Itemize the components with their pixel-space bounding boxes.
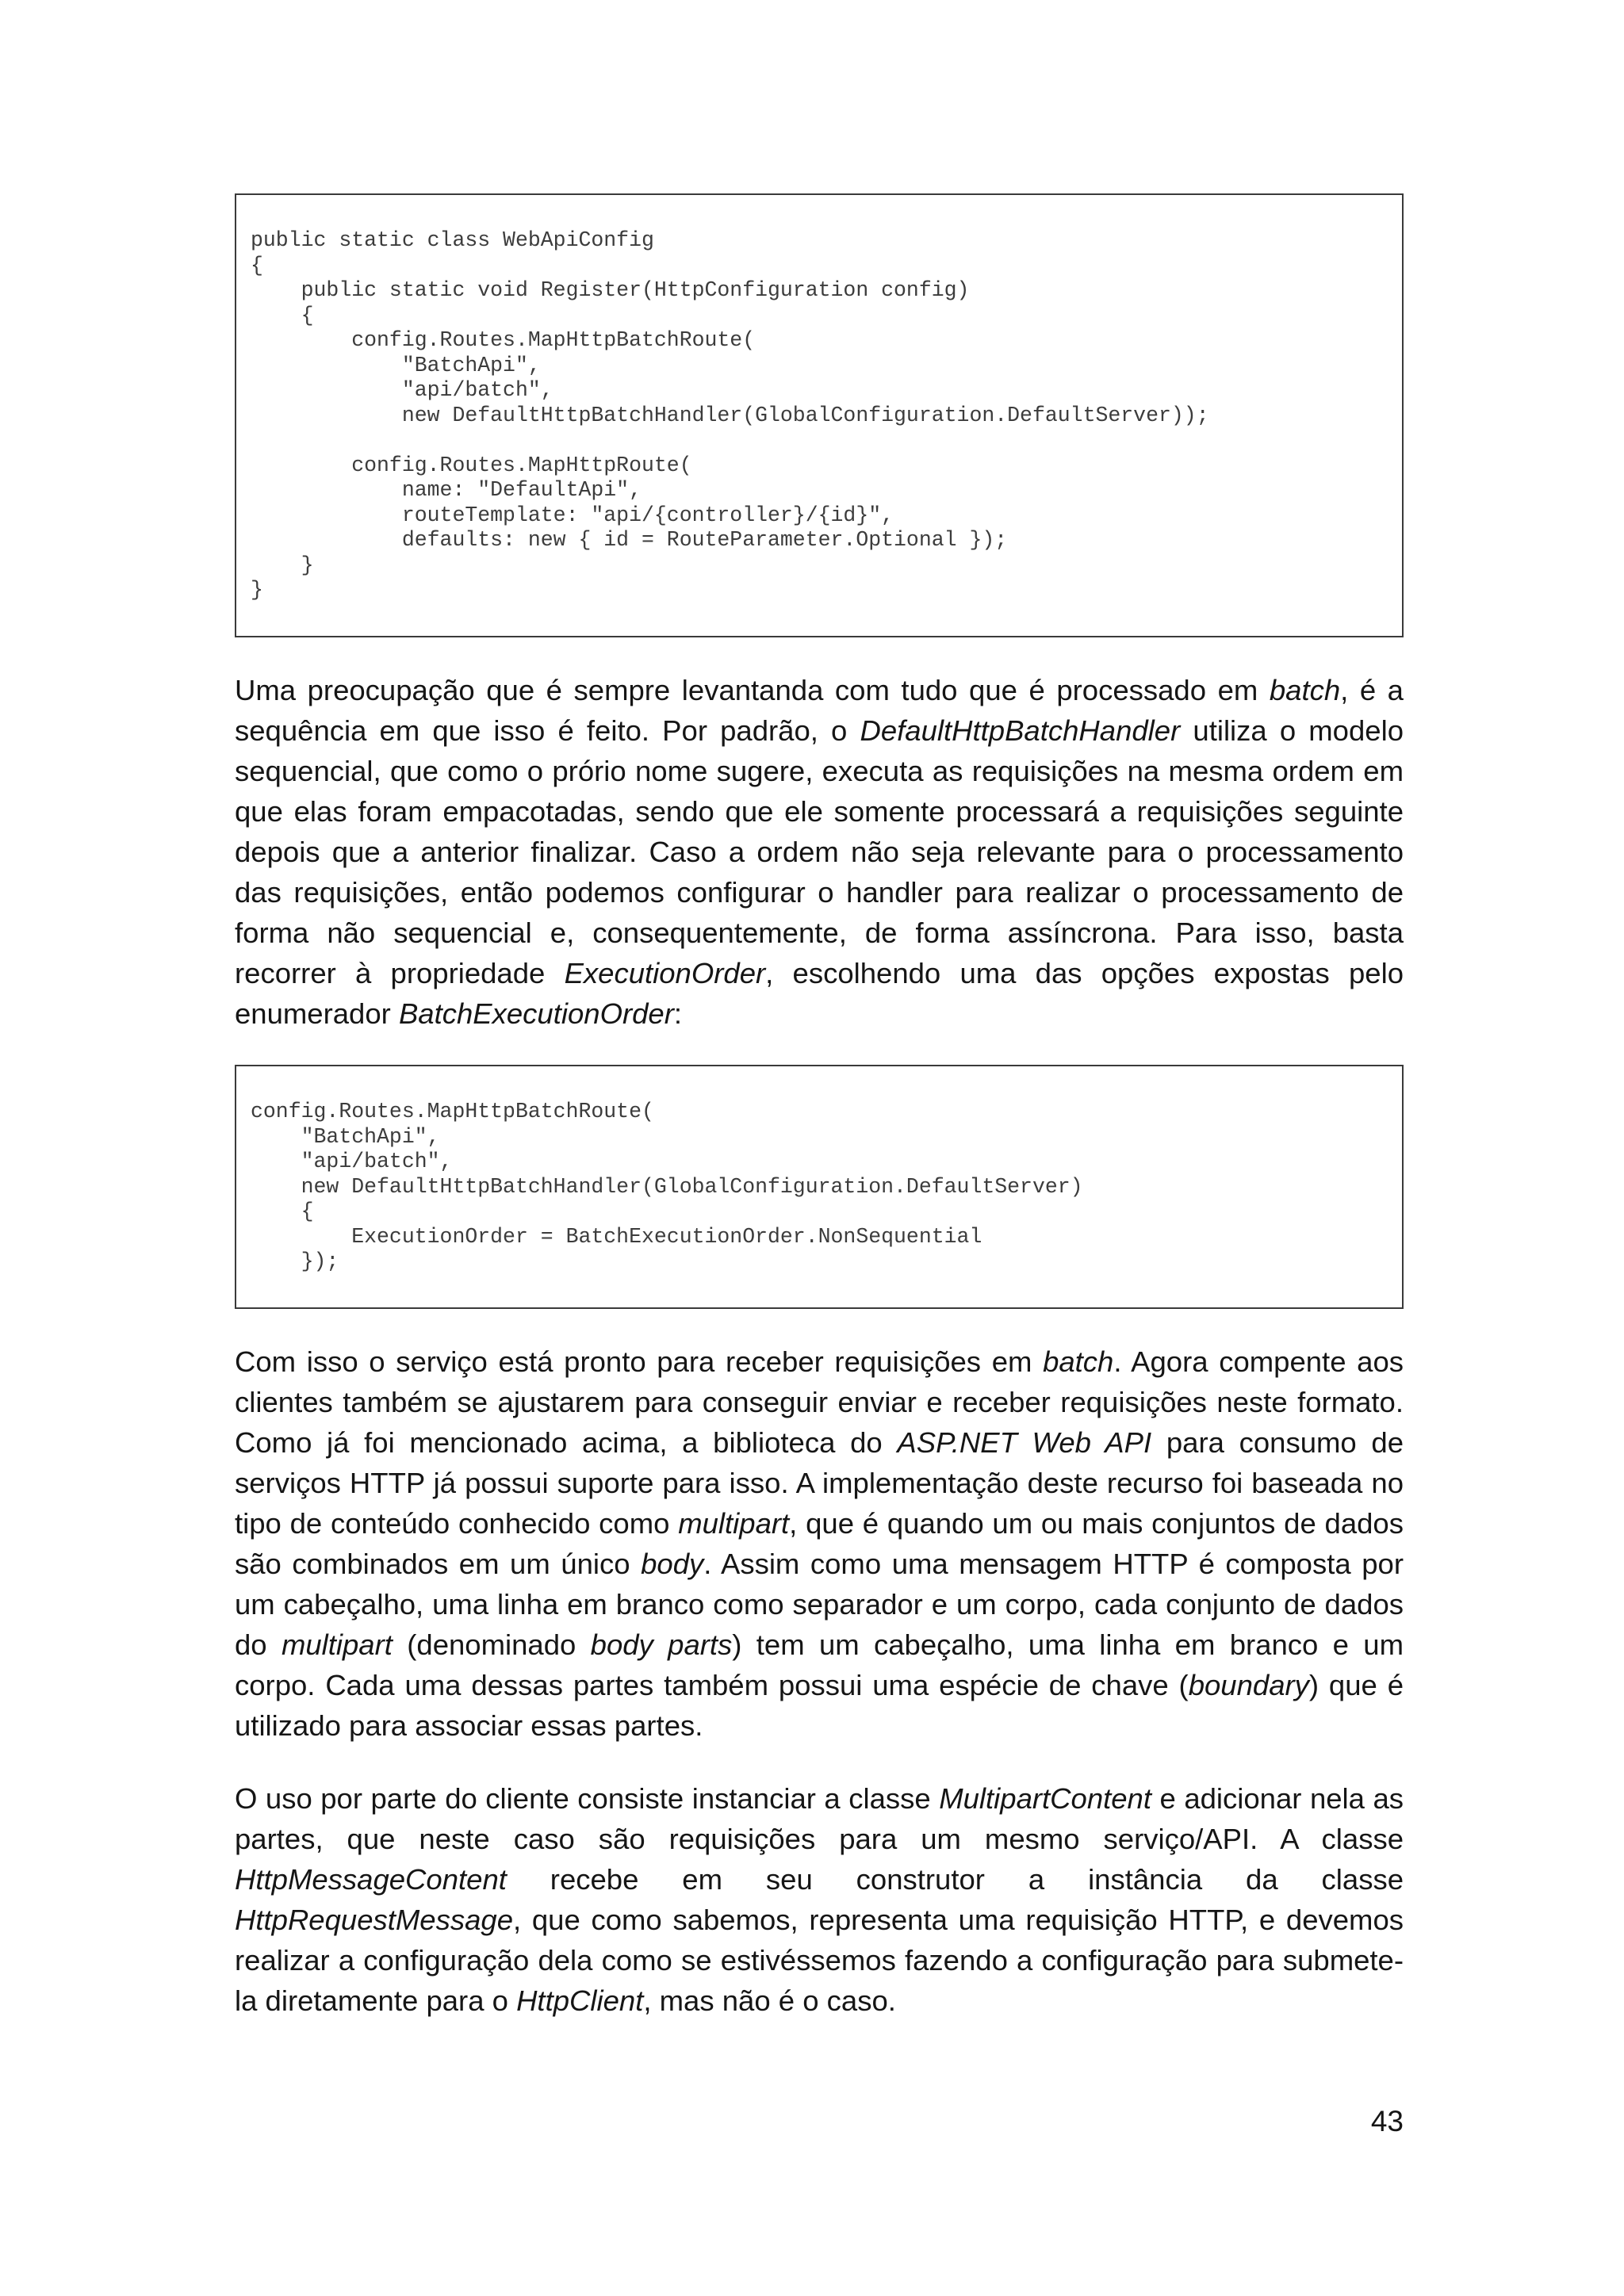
page-number: 43 [1370, 2105, 1404, 2137]
code-block-text: public static class WebApiConfig { public static void Register(HttpConfiguration config) { config.Routes.MapHttpBatchRoute( "BatchApi", "api/batch", new DefaultHttpBatchHandler(GlobalConfiguration.DefaultServer)); config.Routes.MapHttpRoute( name: "DefaultApi", routeTemplate: "api/{controller}/{id}", defaults: new { id = RouteParameter.Optional }); } } [251, 228, 1209, 602]
paragraph-multipart: Com isso o serviço está pronto para receber requisições em batch. Agora compente aos clientes também se ajustarem para conseguir enviar e receber requisições neste formato. Como já foi mencionado acima, a biblioteca do ASP.NET Web API para consumo de serviços HTTP já possui suporte para isso. A implementação deste recurso foi baseada no tipo de conteúdo conhecido como multipart, que é quando um ou mais conjuntos de dados são combinados em um único body. Assim como uma mensagem HTTP é composta por um cabeçalho, uma linha em branco como separador e um corpo, cada conjunto de dados do multipart (denominado body parts) tem um cabeçalho, uma linha em branco e um corpo. Cada uma dessas partes também possui uma espécie de chave (boundary) que é utilizado para associar essas partes. [235, 1345, 1404, 1742]
code-block-text: config.Routes.MapHttpBatchRoute( "BatchApi", "api/batch", new DefaultHttpBatchHandler(GlobalConfiguration.DefaultServer) { ExecutionOrder = BatchExecutionOrder.NonSequential }); [251, 1100, 1083, 1273]
paragraph-client-usage: O uso por parte do cliente consiste instanciar a classe MultipartContent e adicionar nela as partes, que neste caso são requisições para um mesmo serviço/API. A classe HttpMessageContent recebe em seu construtor a instância da classe HttpRequestMessage, que como sabemos, representa uma requisição HTTP, e devemos realizar a configuração dela como se estivéssemos fazendo a configuração para submete-la diretamente para o HttpClient, mas não é o caso. [235, 1782, 1404, 2017]
paragraph-batch-ordering: Uma preocupação que é sempre levantanda com tudo que é processado em batch, é a sequência em que isso é feito. Por padrão, o DefaultHttpBatchHandler utiliza o modelo sequencial, que como o prório nome sugere, executa as requisições na mesma ordem em que elas foram empacotadas, sendo que ele somente processará a requisições seguinte depois que a anterior finalizar. Caso a ordem não seja relevante para o processamento das requisições, então podemos configurar o handler para realizar o processamento de forma não sequencial e, consequentemente, de forma assíncrona. Para isso, basta recorrer à propriedade ExecutionOrder, escolhendo uma das opções expostas pelo enumerador BatchExecutionOrder: [235, 674, 1404, 1030]
code-block-execution-order [235, 1065, 1404, 1309]
code-block-webapiconfig [235, 193, 1404, 637]
